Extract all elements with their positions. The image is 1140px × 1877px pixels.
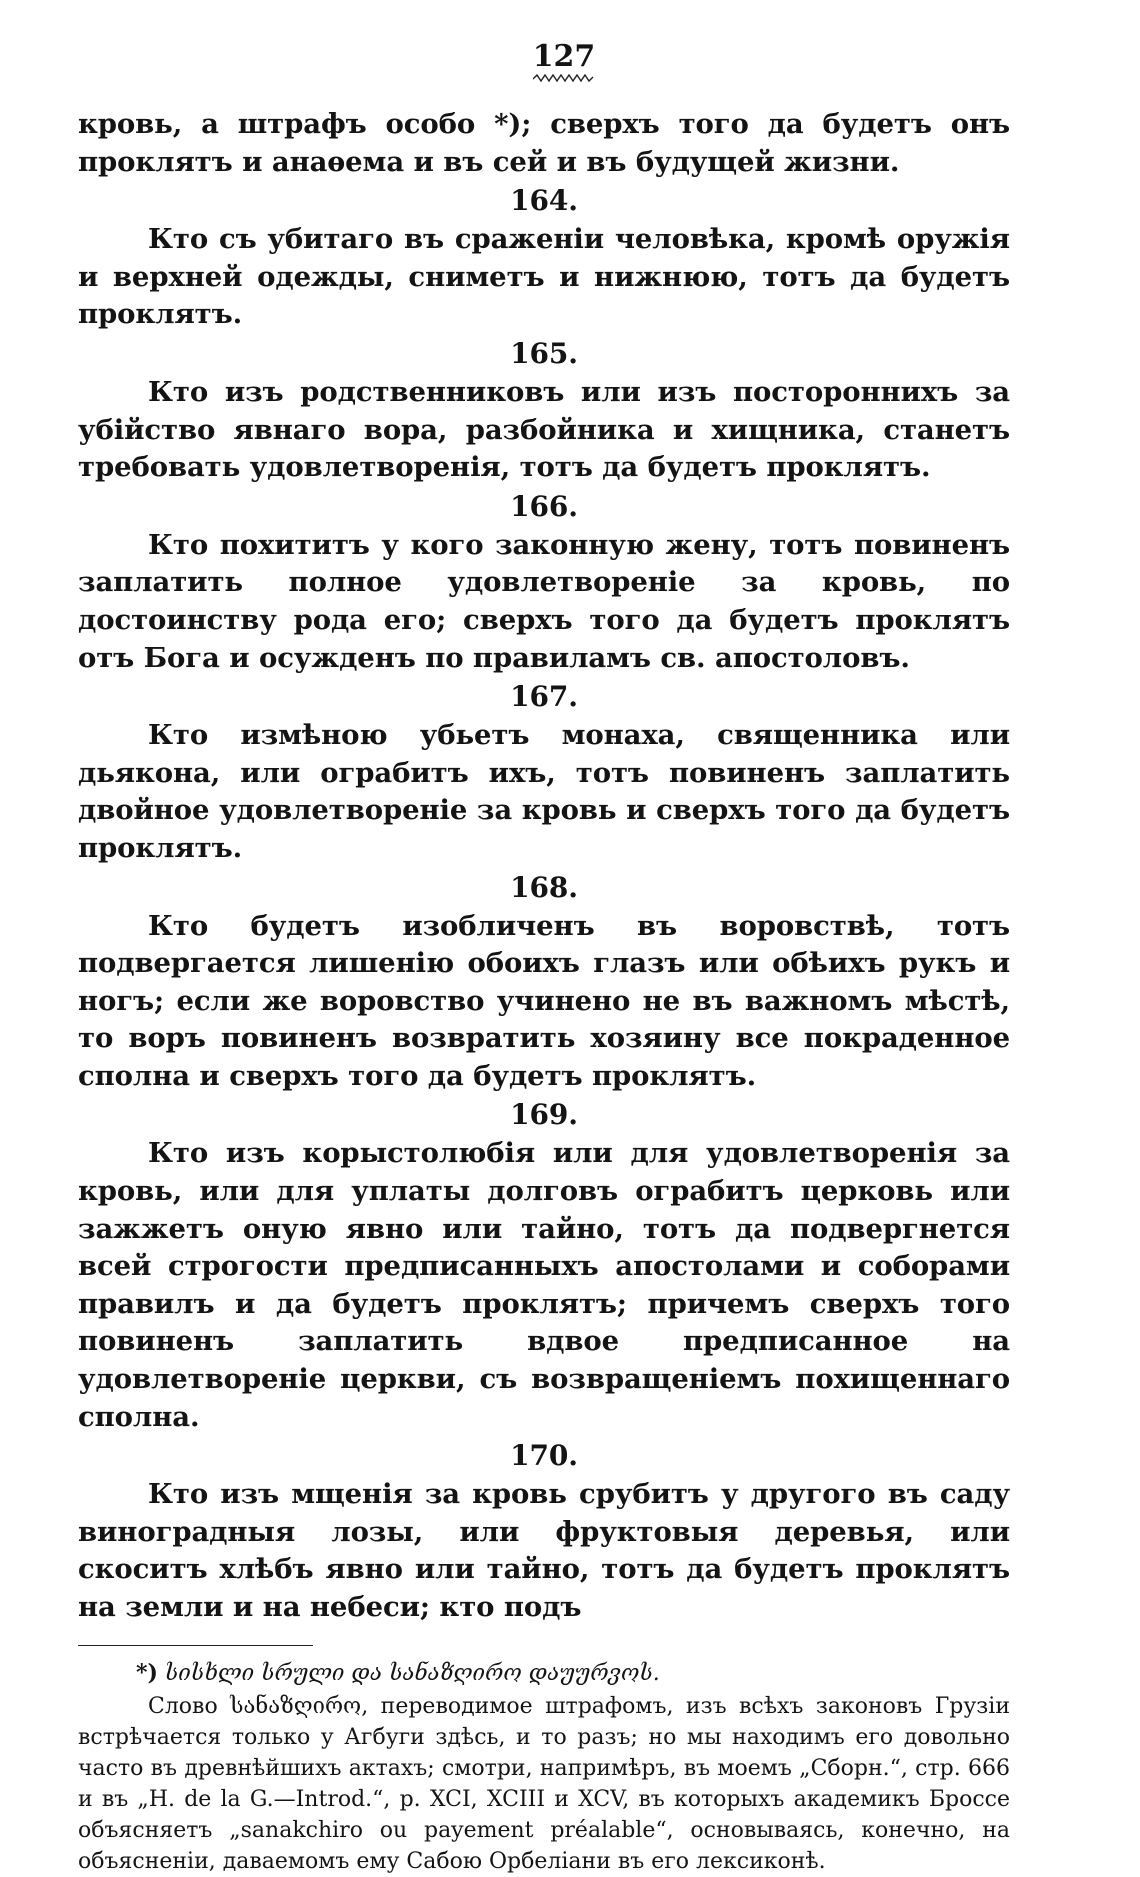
article-text: Кто изъ родственниковъ или изъ постороннихъ за убійство явнаго вора, разбойника и хищника, станетъ требовать удовлетворенія, тотъ да будетъ проклятъ. [78,375,1010,484]
article-number: 170. [510,1439,578,1473]
intro-paragraph: кровь, а штрафъ особо *); сверхъ того да будетъ онъ проклятъ и анаѳема и въ сей и въ будущей жизни. [78,108,1010,178]
article-number: 168. [510,870,578,904]
article-text: Кто изъ корыстолюбія или для удовлетворенія за кровь, или для уплаты долговъ ограбитъ церковь или зажжетъ оную явно или тайно, тотъ да подвергнется всей строгости предписанныхъ апостолами и соборами правилъ и да будетъ проклятъ; причемъ сверхъ того повиненъ заплатить вдвое предписанное на удовлетвореніе церкви, съ возвращеніемъ похищеннаго сполна. [78,1137,1010,1433]
article-number: 167. [510,680,578,714]
article-text: Кто похититъ у кого законную жену, тотъ повиненъ заплатить полное удовлетвореніе за кровь, по достоинству рода его; сверхъ того да будетъ проклятъ отъ Бога и осужденъ по правиламъ св. апостоловъ. [78,528,1010,674]
page-number-ornament [533,74,595,84]
article-text: Кто съ убитаго въ сраженіи человѣка, кромѣ оружія и верхней одежды, сниметъ и нижнюю, тотъ да будетъ проклятъ. [78,223,1010,331]
article-text: Кто будетъ изобличенъ въ воровствѣ, тотъ подвергается лишенію обоихъ глазъ или обѣихъ рукъ и ногъ; если же воровство учинено не въ важномъ мѣстѣ, то воръ повиненъ возвратить хозяину все покраденное сполна и сверхъ того да будетъ проклятъ. [78,909,1010,1092]
article-number: 166. [510,489,578,523]
footnote-georgian-line [136,1658,1010,1689]
footnote-georgian-text: სისხლი სრული და სანაზღირო დაუურვოს. [164,1660,660,1686]
footnote-text: Слово სანაზღირო, переводимое штрафомъ, изъ всѣхъ законовъ Грузіи встрѣчается только у Агбуги здѣсь, и то разъ; но мы находимъ его довольно часто въ древнѣйшихъ актахъ; смотри, напримѣръ, въ моемъ „Сборн.“, стр. 666 и въ „H. de la G.—Introd.“, p. XCI, XCIII и XCV, въ которыхъ академикъ Броссе объясняетъ „sanakchiro ou payement préalable“, основываясь, конечно, на объясненіи, даваемомъ ему Сабою Орбеліани въ его лексиконѣ. [78,1693,1010,1874]
article-number: 165. [510,336,578,370]
page-number: 127 [532,39,596,74]
main-text [78,106,1010,1627]
footnote [78,1658,1010,1877]
book-page [78,40,1010,1877]
article-text: Кто изъ мщенія за кровь срубитъ у другого въ саду виноградныя лозы, или фруктовыя деревья, или скоситъ хлѣбъ явно или тайно, тотъ да будетъ проклятъ на земли и на небеси; кто подъ [78,1478,1010,1623]
article-text: Кто измѣною убьетъ монаха, священника или дьякона, или ограбитъ ихъ, тотъ повиненъ заплатить двойное удовлетвореніе за кровь и сверхъ того да будетъ проклятъ. [78,719,1010,864]
article-number: 169. [510,1098,578,1132]
footnote-divider [78,1645,313,1646]
footnote-marker: *) [136,1659,158,1686]
article-number: 164. [510,184,578,218]
